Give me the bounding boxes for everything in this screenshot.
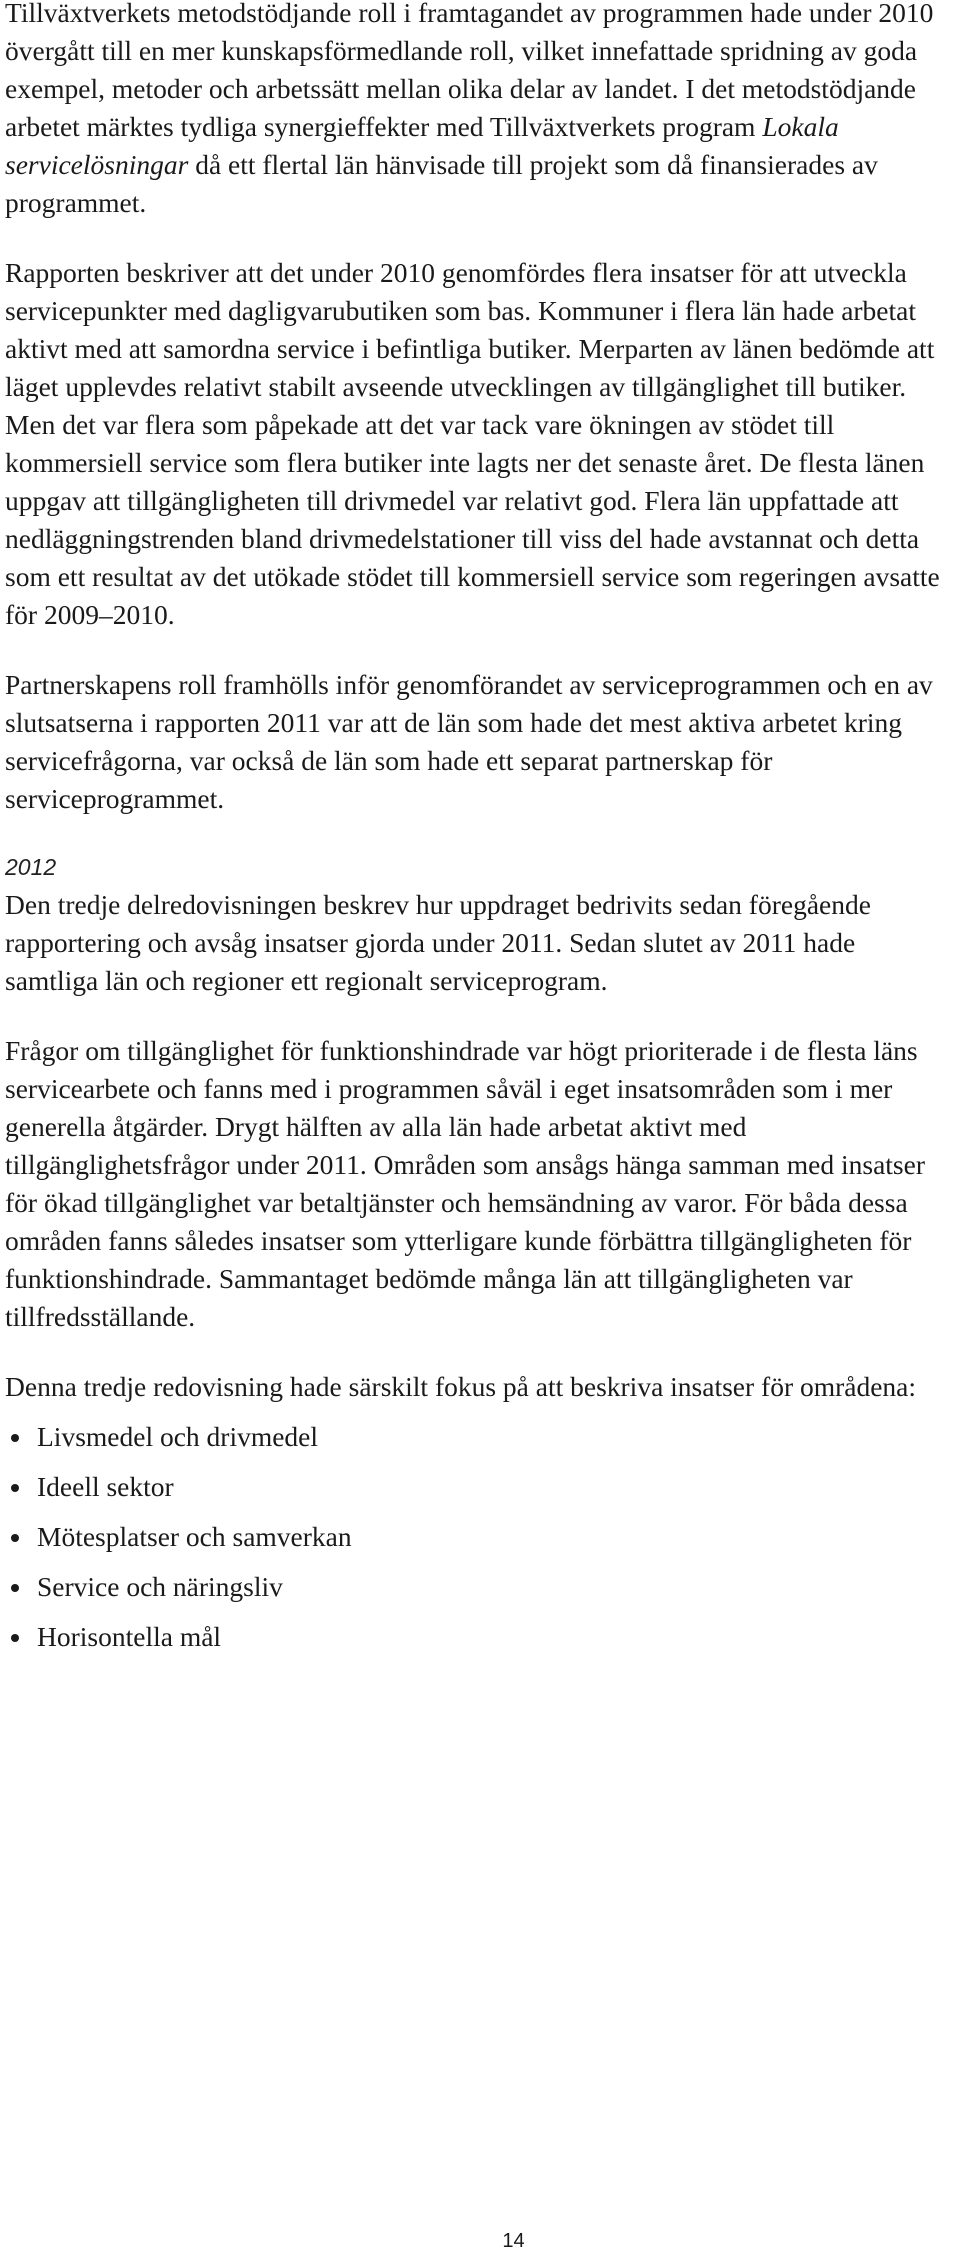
program-name-italic: Lokala servicelösningar bbox=[5, 111, 839, 180]
list-item-label: Horisontella mål bbox=[37, 1621, 222, 1652]
paragraph-third-report: Den tredje delredovisningen beskrev hur uppdraget bedrivits sedan föregående rapportering och avsåg insatser gjorda under 2011. Sedan slutet av 2011 hade samtliga län och regioner ett regionalt serviceprogram. bbox=[5, 889, 871, 996]
list-item-label: Ideell sektor bbox=[37, 1471, 174, 1502]
paragraph-focus-areas-intro: Denna tredje redovisning hade särskilt fokus på att beskriva insatser för områdena: bbox=[5, 1371, 917, 1402]
paragraph-partnerships: Partnerskapens roll framhölls inför genomförandet av serviceprogrammen och en av slutsatserna i rapporten 2011 var att de län som hade det mest aktiva arbetet kring servicefrågorna, var också de län som hade ett separat partnerskap för serviceprogrammet. bbox=[5, 669, 933, 814]
list-item bbox=[5, 1618, 952, 1656]
list-item-label: Mötesplatser och samverkan bbox=[37, 1521, 352, 1552]
bullet-icon bbox=[11, 1584, 19, 1592]
paragraph-method-support-text-a: Tillväxtverkets metodstödjande roll i framtagandet av programmen hade under 2010 övergått till en mer kunskapsförmedlande roll, vilket innefattade spridning av goda exempel, metoder och arbetssätt mellan olika delar av landet. I det metodstödjande arbetet märktes tydliga synergieffekter med Tillväxtverkets program bbox=[5, 0, 934, 142]
page-number: 14 bbox=[502, 2230, 525, 2252]
section-heading-2012: 2012 bbox=[5, 854, 57, 880]
paragraph-accessibility: Frågor om tillgänglighet för funktionshindrade var högt prioriterade i de flesta läns servicearbete och fanns med i programmen såväl i eget insatsområden som i mer generella åtgärder. Drygt hälften av alla län hade arbetat aktivt med tillgänglighetsfrågor under 2011. Områden som ansågs hänga samman med insatser för ökad tillgänglighet var betaltjänster och hemsändning av varor. För båda dessa områden fanns således insatser som ytterligare kunde förbättra tillgängligheten för funktionshindrade. Sammantaget bedömde många län att tillgängligheten var tillfredsställande. bbox=[5, 1035, 926, 1332]
paragraph-service-points: Rapporten beskriver att det under 2010 genomfördes flera insatser för att utveckla servicepunkter med dagligvarubutiken som bas. Kommuner i flera län hade arbetat aktivt med att samordna service i befintliga butiker. Merparten av länen bedömde att läget upplevdes relativt stabilt avseende utvecklingen av tillgänglighet till butiker. Men det var flera som påpekade att det var tack vare ökningen av stödet till kommersiell service som flera butiker inte lagts ner det senaste året. De flesta länen uppgav att tillgängligheten till drivmedel var relativt god. Flera län uppfattade att nedläggningstrenden bland drivmedelstationer till viss del hade avstannat och detta som ett resultat av det utökade stödet till kommersiell service som regeringen avsatte för 2009–2010. bbox=[5, 257, 940, 630]
bullet-icon bbox=[11, 1634, 19, 1642]
paragraph-method-support bbox=[5, 0, 952, 222]
focus-areas-list bbox=[5, 1418, 952, 1656]
list-item-label: Service och näringsliv bbox=[37, 1571, 283, 1602]
list-item bbox=[5, 1468, 952, 1506]
bullet-icon bbox=[11, 1434, 19, 1442]
list-item bbox=[5, 1418, 952, 1456]
list-item-label: Livsmedel och drivmedel bbox=[37, 1421, 319, 1452]
bullet-icon bbox=[11, 1534, 19, 1542]
list-item bbox=[5, 1518, 952, 1556]
bullet-icon bbox=[11, 1484, 19, 1492]
list-item bbox=[5, 1568, 952, 1606]
paragraph-method-support-text-b: då ett flertal län hänvisade till projekt som då finansierades av programmet. bbox=[5, 149, 878, 218]
